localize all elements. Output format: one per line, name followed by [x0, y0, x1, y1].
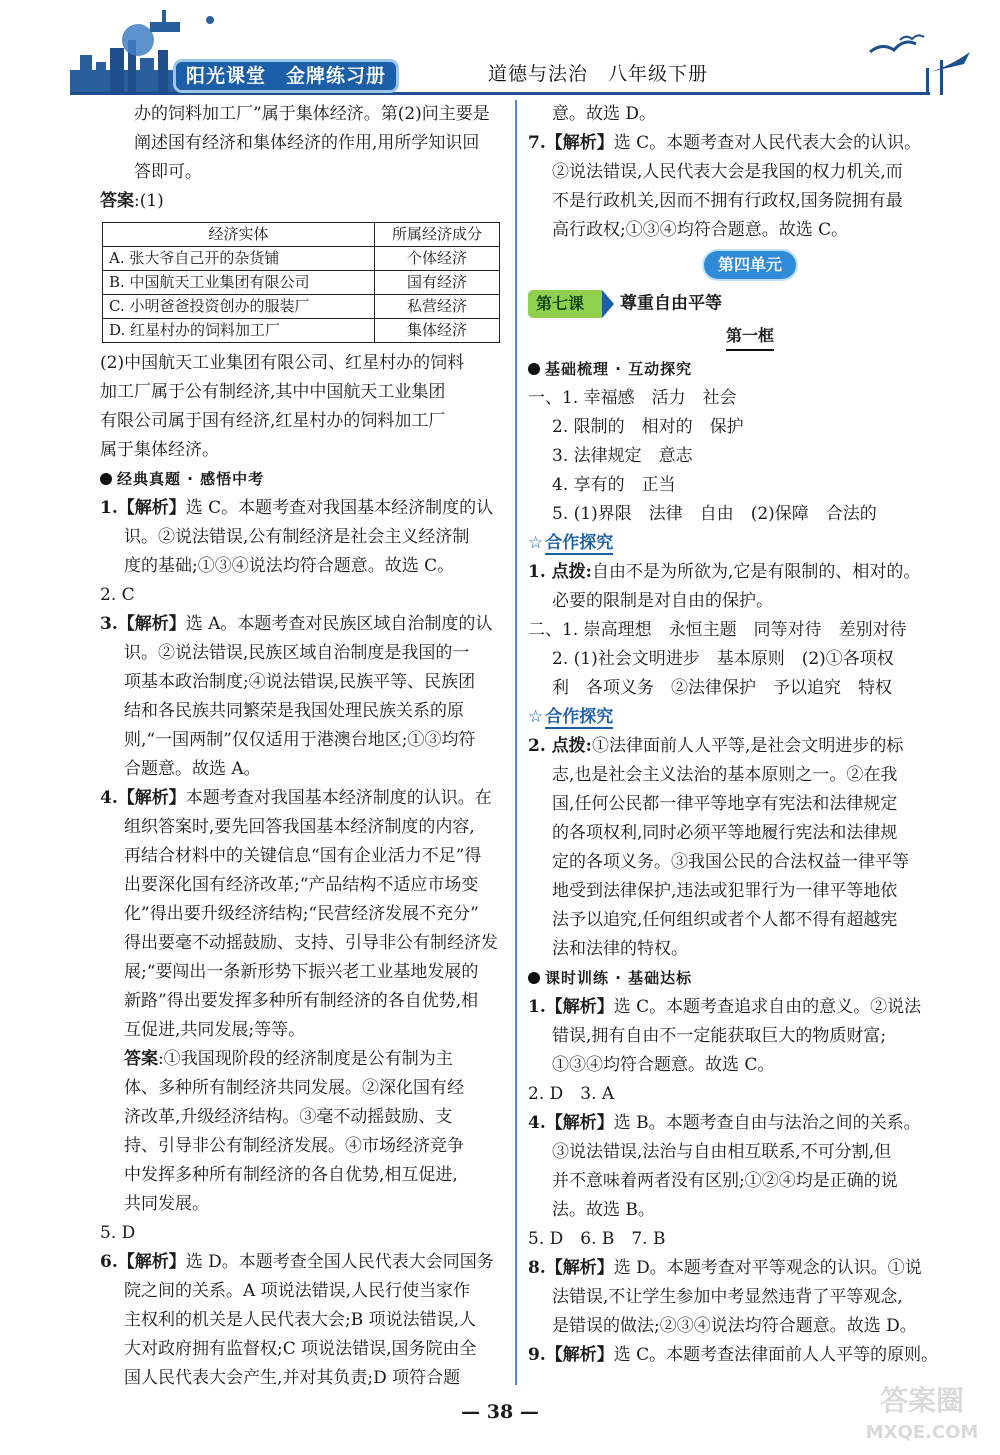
- text-line: 是错误的做法;②③④说法均符合题意。故选 D。: [552, 1316, 917, 1336]
- text-line: 国,任何公民都一律平等地享有宪法和法律规定: [552, 794, 898, 814]
- text-line: 法错误,不让学生参加中考显然违背了平等观念,: [552, 1287, 903, 1307]
- table-row: [103, 319, 500, 343]
- text-line: 自由不是为所欲为,它是有限制的、相对的。: [591, 562, 921, 582]
- text-line: 组织答案时,要先回答我国基本经济制度的内容,: [124, 817, 475, 837]
- text-line: 加工厂属于公有制经济,其中中国航天工业集团: [100, 382, 446, 402]
- text-line: 项基本政治制度;④说法错误,民族平等、民族团: [124, 672, 476, 692]
- text-line: 选 B。本题考查自由与法治之间的关系。: [613, 1113, 921, 1133]
- text-line: 选 D。本题考查全国人民代表大会同国务: [185, 1252, 494, 1272]
- text-line: 则,“一国两制”仅仅适用于港澳台地区;①③均符: [124, 730, 476, 750]
- question-tag: 1.【解析】: [100, 498, 186, 518]
- coop-heading-text: 合作探究: [545, 707, 614, 727]
- exercise-5-7: 5. D 6. B 7. B: [528, 1229, 666, 1249]
- text-line: 共同发展。: [124, 1194, 209, 1214]
- frame-heading: [528, 322, 972, 351]
- text-line: 志,也是社会主义法治的基本原则之一。②在我: [552, 765, 898, 785]
- section-heading-text: 课时训练 · 基础达标: [545, 969, 693, 987]
- hint-tag: 2. 点拨:: [528, 736, 592, 756]
- watermark-logo: [852, 1378, 992, 1448]
- text-line: 选 C。本题考查对人民代表大会的认识。: [613, 133, 922, 153]
- table-cell: D. 红星村办的饲料加工厂: [103, 319, 375, 343]
- text-line: 再结合材料中的关键信息“国有企业活力不足”得: [124, 846, 482, 866]
- text-line: 出要深化国有经济改革;“产品结构不适应市场变: [124, 875, 479, 895]
- right-column: [528, 100, 972, 1370]
- text-line: 选 C。本题考查法律面前人人平等的原则。: [613, 1345, 939, 1365]
- text-line: 必要的限制是对自由的保护。: [552, 591, 773, 611]
- table-cell: A. 张大爷自己开的杂货铺: [103, 247, 375, 271]
- question-tag: 4.【解析】: [528, 1113, 614, 1133]
- question-tag: 1.【解析】: [528, 997, 614, 1017]
- question-6: [100, 1248, 528, 1277]
- hint-tag: 1. 点拨:: [528, 562, 592, 582]
- text-line: 识。②说法错误,民族区域自治制度是我国的一: [124, 643, 470, 663]
- text-line: ③说法错误,法治与自由相互联系,不可分割,但: [552, 1142, 892, 1162]
- text-line: 属于集体经济。: [100, 440, 219, 460]
- text-line: 一、1. 幸福感 活力 社会: [528, 388, 737, 408]
- watermark-text-2: MXQE.COM: [865, 1422, 979, 1443]
- question-5: 5. D: [100, 1223, 136, 1243]
- coop-heading: [528, 529, 972, 558]
- series-title: 阳光课堂 金牌练习册: [176, 62, 396, 90]
- exercise-9: [528, 1341, 972, 1370]
- section-heading-text: 基础梳理 · 互动探究: [545, 360, 693, 378]
- exercise-8: [528, 1254, 972, 1283]
- text-line: 答即可。: [134, 162, 202, 182]
- answer-line: [100, 1045, 528, 1074]
- text-line: 定的各项义务。③我国公民的合法权益一律平等: [552, 852, 909, 872]
- star-icon: ☆: [528, 533, 544, 553]
- text-line: 5. (1)界限 法律 自由 (2)保障 合法的: [552, 504, 877, 524]
- text-line: 3. 法律规定 意志: [552, 446, 693, 466]
- lesson-arrow-icon: [602, 290, 614, 318]
- star-icon: ☆: [528, 707, 544, 727]
- table-cell: 个体经济: [375, 247, 500, 271]
- answer-label: 答案: [124, 1049, 158, 1069]
- hint-2: [528, 732, 972, 761]
- question-7: [528, 129, 972, 158]
- text-line: 选 A。本题考查对民族区域自治制度的认: [185, 614, 493, 634]
- text-line: 本题考查对我国基本经济制度的认识。在: [185, 788, 492, 808]
- question-tag: 7.【解析】: [528, 133, 614, 153]
- table-header-row: [103, 223, 500, 247]
- section-heading-basic: [528, 355, 972, 384]
- lesson-heading: [528, 288, 972, 318]
- section-bullet-icon: [100, 473, 112, 485]
- subject-title: 道德与法治 八年级下册: [488, 63, 709, 85]
- text-line: 持、引导非公有制经济发展。④市场经济竞争: [124, 1136, 464, 1156]
- text-line: (2)中国航天工业集团有限公司、红星村办的饲料: [100, 353, 465, 373]
- left-column: [100, 100, 528, 1393]
- answer-label: 答案: [100, 191, 134, 211]
- text-line: 得出要毫不动摇鼓励、支持、引导非公有制经济发: [124, 933, 498, 953]
- section-heading-text: 经典真题 · 感悟中考: [117, 470, 265, 488]
- text-line: 法。故选 B。: [552, 1200, 655, 1220]
- text-line: 选 C。本题考查追求自由的意义。②说法: [613, 997, 922, 1017]
- page-number: — 38 —: [461, 1401, 539, 1423]
- text-line: 大对政府拥有监督权;C 项说法错误,国务院由全: [124, 1339, 477, 1359]
- text-line: 2. 限制的 相对的 保护: [552, 417, 744, 437]
- text-line: ①③④均符合题意。故选 C。: [552, 1055, 775, 1075]
- text-line: 法予以追究,任何组织或者个人都不得有超越宪: [552, 910, 898, 930]
- question-tag: 3.【解析】: [100, 614, 186, 634]
- text-line: 展;“要闯出一条新形势下振兴老工业基地发展的: [124, 962, 479, 982]
- unit-heading: [528, 251, 972, 280]
- section-bullet-icon: [528, 363, 540, 375]
- table-cell: C. 小明爸爸投资创办的服装厂: [103, 295, 375, 319]
- table-row: [103, 271, 500, 295]
- text-line: 不是行政机关,因而不拥有行政权,国务院拥有最: [552, 191, 903, 211]
- section-heading-train: [528, 964, 972, 993]
- section-bullet-icon: [528, 972, 540, 984]
- text-line: ①法律面前人人平等,是社会文明进步的标: [591, 736, 904, 756]
- text-line: 意。故选 D。: [552, 104, 657, 124]
- text-line: 高行政权;①③④均符合题意。故选 C。: [552, 220, 849, 240]
- table-cell: B. 中国航天工业集团有限公司: [103, 271, 375, 295]
- question-tag: 4.【解析】: [100, 788, 186, 808]
- page-header: [0, 0, 1000, 100]
- coop-heading-text: 合作探究: [545, 533, 614, 553]
- text-line: 体、多种所有制经济共同发展。②深化国有经: [124, 1078, 464, 1098]
- table-cell: 私营经济: [375, 295, 500, 319]
- economy-table: [102, 222, 500, 343]
- question-1: [100, 494, 528, 523]
- table-header: 所属经济成分: [375, 223, 500, 247]
- question-tag: 6.【解析】: [100, 1252, 186, 1272]
- question-tag: 9.【解析】: [528, 1345, 614, 1365]
- text-line: 错误,拥有自由不一定能获取巨大的物质财富;: [552, 1026, 887, 1046]
- table-row: [103, 295, 500, 319]
- text-line: 办的饲料加工厂”属于集体经济。第(2)问主要是: [134, 104, 490, 124]
- question-4: [100, 784, 528, 813]
- unit-title: 第四单元: [704, 251, 796, 279]
- text-line: 并不意味着两者没有区别;①②④均是正确的说: [552, 1171, 898, 1191]
- table-header: 经济实体: [103, 223, 375, 247]
- exercise-2-3: 2. D 3. A: [528, 1084, 615, 1104]
- answer-text: :(1): [134, 191, 164, 211]
- text-line: 选 C。本题考查对我国基本经济制度的认: [185, 498, 494, 518]
- text-line: ②说法错误,人民代表大会是我国的权力机关,而: [552, 162, 903, 182]
- text-line: 有限公司属于国有经济,红星村办的饲料加工厂: [100, 411, 446, 431]
- text-line: 济改革,升级经济结构。③毫不动摇鼓励、支: [124, 1107, 453, 1127]
- text-line: 国人民代表大会产生,并对其负责;D 项符合题: [124, 1368, 461, 1388]
- text-line: 合题意。故选 A。: [124, 759, 261, 779]
- text-line: 二、1. 崇高理想 永恒主题 同等对待 差别对待: [528, 620, 907, 640]
- question-3: [100, 610, 528, 639]
- table-cell: 国有经济: [375, 271, 500, 295]
- text-line: 中发挥多种所有制经济的各自优势,相互促进,: [124, 1165, 458, 1185]
- answer-line: [100, 187, 528, 216]
- lesson-tag: 第七课: [528, 290, 602, 318]
- table-row: [103, 247, 500, 271]
- question-tag: 8.【解析】: [528, 1258, 614, 1278]
- exercise-1: [528, 993, 972, 1022]
- text-line: 法和法律的特权。: [552, 939, 688, 959]
- text-line: 识。②说法错误,公有制经济是社会主义经济制: [124, 527, 470, 547]
- coop-heading: [528, 703, 972, 732]
- watermark-text-1: 答案圈: [879, 1384, 965, 1417]
- frame-title: 第一框: [726, 323, 774, 351]
- question-2: 2. C: [100, 585, 135, 605]
- text-line: 选 D。本题考查对平等观念的认识。①说: [613, 1258, 922, 1278]
- table-cell: 集体经济: [375, 319, 500, 343]
- text-line: 度的基础;①③④说法均符合题意。故选 C。: [124, 556, 455, 576]
- text-line: 结和各民族共同繁荣是我国处理民族关系的原: [124, 701, 464, 721]
- text-line: 院之间的关系。A 项说法错误,人民行使当家作: [124, 1281, 471, 1301]
- text-line: 地受到法律保护,违法或犯罪行为一律平等地依: [552, 881, 898, 901]
- lesson-title: 尊重自由平等: [620, 293, 723, 314]
- text-line: 利 各项义务 ②法律保护 予以追究 特权: [552, 678, 892, 698]
- text-line: 2. (1)社会文明进步 基本原则 (2)①各项权: [552, 649, 894, 669]
- hint-1: [528, 558, 972, 587]
- section-heading-classic: [100, 465, 528, 494]
- text-line: 主权利的机关是人民代表大会;B 项说法错误,人: [124, 1310, 477, 1330]
- text-line: 的各项权利,同时必须平等地履行宪法和法律规: [552, 823, 898, 843]
- exercise-4: [528, 1109, 972, 1138]
- text-line: :①我国现阶段的经济制度是公有制为主: [158, 1049, 453, 1069]
- text-line: 化”得出要升级经济结构;“民营经济发展不充分”: [124, 904, 479, 924]
- text-line: 4. 享有的 正当: [552, 475, 676, 495]
- text-line: 新路”得出要发挥多种所有制经济的各自优势,相: [124, 991, 479, 1011]
- text-line: 阐述国有经济和集体经济的作用,用所学知识回: [134, 133, 480, 153]
- text-line: 互促进,共同发展;等等。: [124, 1020, 306, 1040]
